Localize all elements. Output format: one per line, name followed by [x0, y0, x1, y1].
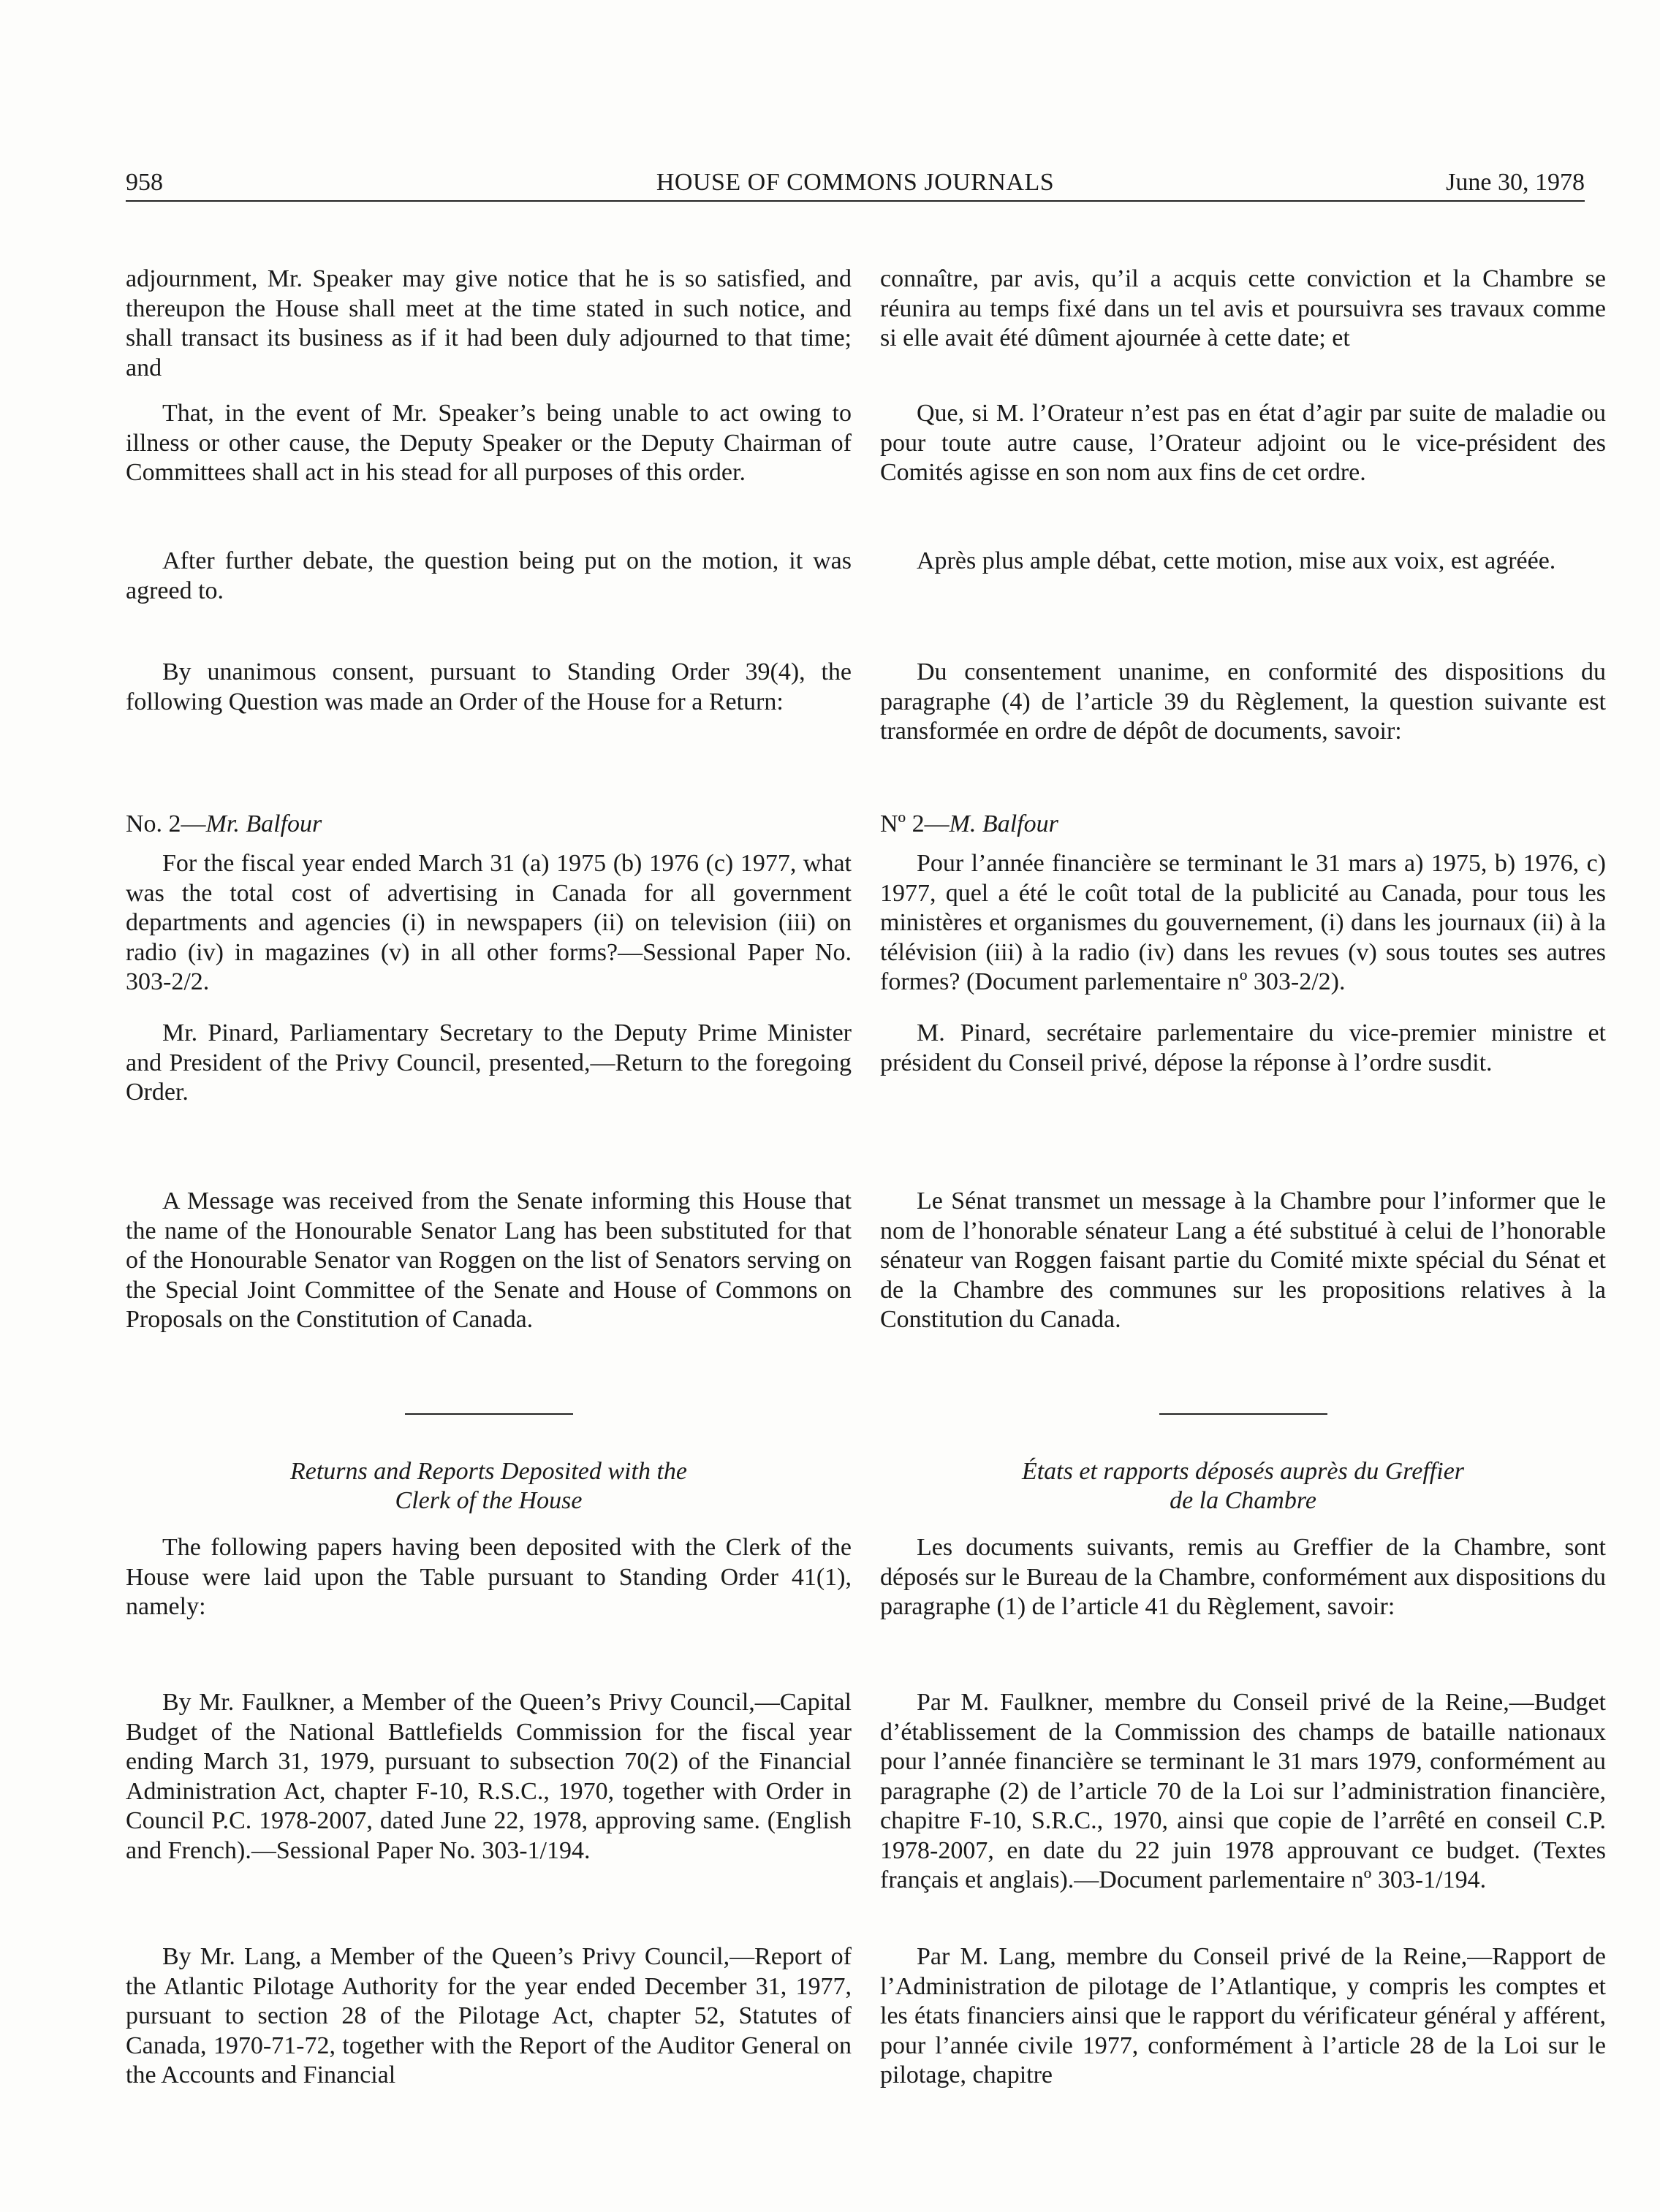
- fr-paragraph-agreed: Après plus ample débat, cette motion, mise aux voix, est agréée.: [917, 547, 1556, 574]
- en-paragraph-pinard: Mr. Pinard, Parliamentary Secretary to the Deputy Prime Minister and President of the Privy Council, presented,—Return to the foregoing Order.: [126, 1019, 852, 1106]
- en-paragraph-lang: By Mr. Lang, a Member of the Queen’s Privy Council,—Report of the Atlantic Pilotage Authority for the year ended December 31, 1977, pursuant to section 28 of the Pilotage Act, chapter 52, Statutes of Canada, 1970-71-72, together with the Report of the Auditor General on the Accounts and Financial: [126, 1943, 852, 2089]
- fr-question-member: M. Balfour: [949, 810, 1058, 837]
- en-section-heading-line2: Clerk of the House: [395, 1487, 583, 1514]
- fr-section-separator: [1159, 1413, 1327, 1415]
- fr-paragraph-unanimous-consent: Du consentement unanime, en conformité des dispositions du paragraphe (4) de l’article 39 du Règlement, la question suivante est transformée en ordre de dépôt de documents, savoir:: [880, 658, 1606, 745]
- fr-section-heading-line2: de la Chambre: [1170, 1487, 1316, 1514]
- fr-paragraph-pinard: M. Pinard, secrétaire parlementaire du vice-premier ministre et président du Conseil privé, dépose la réponse à l’ordre susdit.: [880, 1019, 1606, 1076]
- journal-date: June 30, 1978: [1446, 169, 1585, 196]
- fr-paragraph-adjournment: connaître, par avis, qu’il a acquis cette conviction et la Chambre se réunira au temps fixé dans un tel avis et poursuivra ses travaux comme si elle avait été dûment ajournée à cette date; et: [880, 265, 1606, 351]
- page-number: 958: [126, 169, 163, 196]
- fr-section-heading-line1: États et rapports déposés auprès du Greffier: [1021, 1458, 1465, 1485]
- fr-paragraph-question: Pour l’année financière se terminant le 31 mars a) 1975, b) 1976, c) 1977, quel a été le coût total de la publicité au Canada, pour tous les ministères et organismes du gouvernement, (i) dans les journaux (ii) à la télévision (iii) à la radio (iv) dans les revues (v) sous toutes ses autres formes? (Document parlementaire nº 303-2/2).: [880, 850, 1606, 995]
- fr-paragraph-senate-message: Le Sénat transmet un message à la Chambre pour l’informer que le nom de l’honorable sénateur Lang a été substitué à celui de l’honorable sénateur van Roggen faisant partie du Comité mixte spécial du Sénat et de la Chambre des communes sur les propositions relatives à la Constitution du Canada.: [880, 1187, 1606, 1333]
- en-question-heading: [126, 810, 322, 839]
- header-rule: [126, 200, 1585, 202]
- journal-title: HOUSE OF COMMONS JOURNALS: [656, 169, 1055, 196]
- fr-paragraph-lang: Par M. Lang, membre du Conseil privé de la Reine,—Rapport de l’Administration de pilotage de l’Atlantique, y compris les comptes et les états financiers ainsi que le rapport du vérificateur général y afférent, pour l’année civile 1977, conformément à l’article 28 de la Loi sur le pilotage, chapitre: [880, 1943, 1606, 2089]
- en-paragraph-papers-deposited: The following papers having been deposited with the Clerk of the House were laid upon the Table pursuant to Standing Order 41(1), namely:: [126, 1534, 852, 1620]
- en-section-separator: [405, 1413, 573, 1415]
- en-question-member: Mr. Balfour: [205, 810, 322, 837]
- en-paragraph-faulkner: By Mr. Faulkner, a Member of the Queen’s Privy Council,—Capital Budget of the National Battlefields Commission for the fiscal year ending March 31, 1979, pursuant to subsection 70(2) of the Financial Administration Act, chapter F-10, R.S.C., 1970, together with Order in Council P.C. 1978-2007, dated June 22, 1978, approving same. (English and French).—Sessional Paper No. 303-1/194.: [126, 1689, 852, 1864]
- fr-paragraph-deputy-speaker: Que, si M. l’Orateur n’est pas en état d’agir par suite de maladie ou pour toute autre cause, l’Orateur adjoint ou le vice-président des Comités agisse en son nom aux fins de cet ordre.: [880, 400, 1606, 486]
- en-section-heading-line1: Returns and Reports Deposited with the: [289, 1458, 687, 1485]
- en-paragraph-question: For the fiscal year ended March 31 (a) 1975 (b) 1976 (c) 1977, what was the total cost of advertising in Canada for all government departments and agencies (i) in newspapers (ii) on television (iii) on radio (iv) in magazines (v) in all other forms?—Sessional Paper No. 303-2/2.: [126, 850, 852, 995]
- en-paragraph-agreed: After further debate, the question being put on the motion, it was agreed to.: [126, 547, 852, 604]
- fr-question-number: Nº 2—: [880, 810, 950, 837]
- fr-paragraph-faulkner: Par M. Faulkner, membre du Conseil privé de la Reine,—Budget d’établissement de la Commission des champs de bataille nationaux pour l’année financière se terminant le 31 mars 1979, conformément au paragraphe (2) de l’article 70 de la Loi sur l’administration financière, chapitre F-10, S.R.C., 1970, ainsi que copie de l’arrêté en conseil C.P. 1978-2007, en date du 22 juin 1978 approuvant ce budget. (Textes français et anglais).—Document parlementaire nº 303-1/194.: [880, 1689, 1606, 1893]
- en-paragraph-adjournment: adjournment, Mr. Speaker may give notice that he is so satisfied, and thereupon the House shall meet at the time stated in such notice, and shall transact its business as if it had been duly adjourned to that time; and: [126, 265, 852, 381]
- fr-paragraph-papers-deposited: Les documents suivants, remis au Greffier de la Chambre, sont déposés sur le Bureau de la Chambre, conformément aux dispositions du paragraphe (1) de l’article 41 du Règlement, savoir:: [880, 1534, 1606, 1620]
- en-paragraph-unanimous-consent: By unanimous consent, pursuant to Standing Order 39(4), the following Question was made an Order of the House for a Return:: [126, 658, 852, 715]
- page-header: [126, 167, 1585, 199]
- fr-question-heading: [880, 810, 1058, 839]
- en-paragraph-deputy-speaker: That, in the event of Mr. Speaker’s being unable to act owing to illness or other cause, the Deputy Speaker or the Deputy Chairman of Committees shall act in his stead for all purposes of this order.: [126, 400, 852, 486]
- en-paragraph-senate-message: A Message was received from the Senate informing this House that the name of the Honourable Senator Lang has been substituted for that of the Honourable Senator van Roggen on the list of Senators serving on the Special Joint Committee of the Senate and House of Commons on Proposals on the Constitution of Canada.: [126, 1187, 852, 1333]
- en-question-number: No. 2—: [126, 810, 206, 837]
